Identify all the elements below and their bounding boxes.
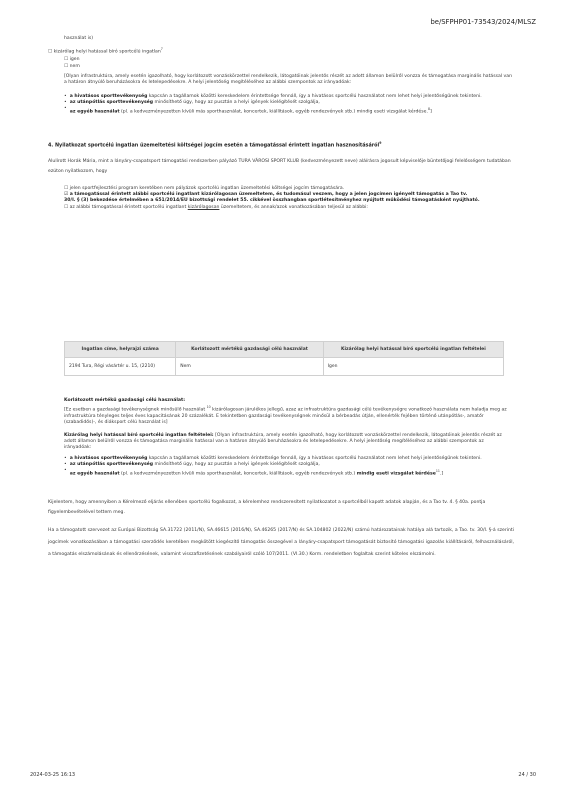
eu-paragraph: Ha a támogatott szervezet az Európai Bizottság SA.31722 (2011/N), SA.46615 (2016/N), SA.46265 (2017/N) és SA.104802 (2022/N) számú határozatainak hatálya alá tartozik, a Tao. tv. 30/I. §-á szerinti jogcímek vonatkozásában a támogatási szerződés keretében megkötött kiegészítő támogatás összegével a lányáry-csapatsport támogatását biztosító támogatási igazolás kiállításáról, felhasználásáról, a támogatás elszámolásának és ellenőrzésének, valamint visszafizetésének szabályairól szóló 107/2011. (VI.30.) Korm. rendeletben foglaltak szerint köteles elszámolni. xyxy=(48,528,514,557)
limited-use-block xyxy=(64,398,512,426)
block-text: Kizárólag helyi hatással bíró sportcélú ingatlan feltételei: [Olyan infrastruktúra, amely esetén igazolható, hogy korlátozott vonzáskörzettel rendelkezik, látogatóinak jelentős részét az adott államon belülről vonzza és támogatása marginális hatással van a határon átnyúló beruházásokra és letelepedésekre. A helyi jelentőség megítéléséhez az alábbi szempontok az irányadóak: xyxy=(64,433,502,451)
block-text: [Ez esetben a gazdasági tevékenységnek minősülő használat $^{10}$ kizárólagosan járulékos jellegű, azaz az infrastruktúra gazdasági célú tevékenységre vonatkozó használata nem haladja meg az infrastruktúra tényleges teljes éves kapacitásának 20 százalékát. E tekintetben gazdasági tevékenységnek minősül a bérbeadás útján, ellenérték fejében történő utánpótlás-, amatőr (szabadidős)-, és diáksport célú használat is] xyxy=(64,405,507,426)
property-table xyxy=(64,341,504,376)
footer-datetime: 2024-03-25 16:13 xyxy=(30,772,76,778)
document-id: be/SFPHP01-73543/2024/MLSZ xyxy=(430,18,536,26)
checkbox-nem[interactable]: ☐ nem xyxy=(64,64,80,69)
checkbox-no-apply[interactable]: ☐ jelen sportfejlesztési program keretében nem pályázok sportcélú ingatlan üzemeltetési költségei jogcím támogatására. xyxy=(64,186,345,191)
list-item: • az egyéb használat (pl. a kedvezményezetten kívüli más sporthasználat, koncertek, kiállítások, egyéb rendezvények stb.) mindig eseti vizsgálat kérdése.$^8$] xyxy=(64,106,432,115)
checkbox-kizarolag[interactable] xyxy=(48,46,163,56)
checkbox-label: ☐ kizárólag helyi hatással bíró sportcélú ingatlan xyxy=(48,49,161,55)
list-item: • a hivatásos sporttevékenység kapcsán a tagállamok közötti kereskedelem érintettsége fennáll, így a hivatásos sportcélú használatot nem lehet helyi jelentőségűnek tekinteni. xyxy=(64,94,482,99)
table-header-row xyxy=(65,342,504,358)
list-item: • az utánpótlás sporttevékenység minősíthető úgy, hogy az pusztán a helyi igények kielégítését szolgálja, xyxy=(64,461,320,467)
local-impact-block xyxy=(64,433,512,478)
list-item: • az egyéb használat (pl. a kedvezményezetten kívüli más sporthasználat, koncertek, kiállítások, egyéb rendezvények stb.) mindig eseti vizsgálat kérdése$^{11}$.] xyxy=(64,468,444,477)
checkbox-igen[interactable]: ☐ igen xyxy=(64,57,80,62)
paragraph: [Olyan infrastruktúra, amely esetén igazolható, hogy korlátozott vonzáskörzettel rendelkezik, látogatóinak jelentős részét az adott államon belülről vonzza és támogatása marginális hatással van a határon átnyúló beruházásokra és letelepedésekre. A helyi jelentőség megítéléséhez az alábbi szempontok az irányadóak: xyxy=(64,74,512,86)
text-line: használat is) xyxy=(64,36,94,41)
footnote-ref: 7 xyxy=(160,47,163,51)
list-item: • a hivatásos sporttevékenység kapcsán a tagállamok közötti kereskedelem érintettsége fennáll, így a hivatásos sportcélú használatot nem lehet helyi jelentőségűnek tekinteni. xyxy=(64,455,482,461)
table-header: Korlátozott mértékű gazdasági célú használat xyxy=(176,342,323,358)
section-title: 4. Nyilatkozat sportcélú ingatlan üzemeltetési költségei jogcím esetén a támogatással érintett ingatlan hasznosításáról$^9$ xyxy=(48,141,382,149)
table-cell: Nem xyxy=(176,358,323,376)
checkbox-exclusive-operate[interactable]: ☑ a támogatással érintett alábbi sportcélú ingatlant kizárólagosan üzemeltetem, és tudomásul veszem, hogy a jelen jogcímen igényelt támogatás a Tao tv. 30/I. § (3) bekezdése értelmében a 651/2014/EU bizottsági rendelet 55. cikkével összhangban sportlétesítményhez nyújtott működési támogatásként nyújtható. xyxy=(64,192,480,204)
table-header: Ingatlan címe, helyrajzi száma xyxy=(65,342,176,358)
table-row xyxy=(65,358,504,376)
intro-paragraph: Alulírott Horák Mária, mint a lányáry-csapatsport támogatási rendszerben pályázó TURA VÁROSI SPORT KLUB (kedvezményezett neve) aláírásra jogosult képviselője büntetőjogi felelősségem tudatában ezúton nyilatkozom, hogy xyxy=(48,159,511,174)
list-item: • az utánpótlás sporttevékenység minősíthető úgy, hogy az pusztán a helyi igények kielégítését szolgálja, xyxy=(64,100,320,106)
page-number: 24 / 30 xyxy=(518,772,536,778)
declaration-paragraph: Kijelentem, hogy amennyiben a Kérelmező eljárás ellenében sportcélú fogalkozat, a kérelemhez rendszeresített nyilatkozatot a sportcélból kapott adatok alapján, és a Tao tv. 4. § 40a. pontja figyelembevételével tettem meg. xyxy=(48,500,486,515)
block-title: Korlátozott mértékű gazdasági célú használat: xyxy=(64,398,186,403)
checkbox-exclusive-conditions[interactable]: ☐ az alábbi támogatással érintett sportcélú ingatlant kizárólagosan üzemeltetem, és annak/azok vonatkozásában teljesül az alábbi: xyxy=(64,204,368,210)
table-header: Kizárólag helyi hatással bíró sportcélú ingatlan feltételei xyxy=(323,342,503,358)
table-cell: Igen xyxy=(323,358,503,376)
table-cell: 2194 Tura, Régi vásártér u. 15, (2210) xyxy=(65,358,176,376)
option-list xyxy=(64,186,514,211)
bullet-list xyxy=(64,94,512,116)
